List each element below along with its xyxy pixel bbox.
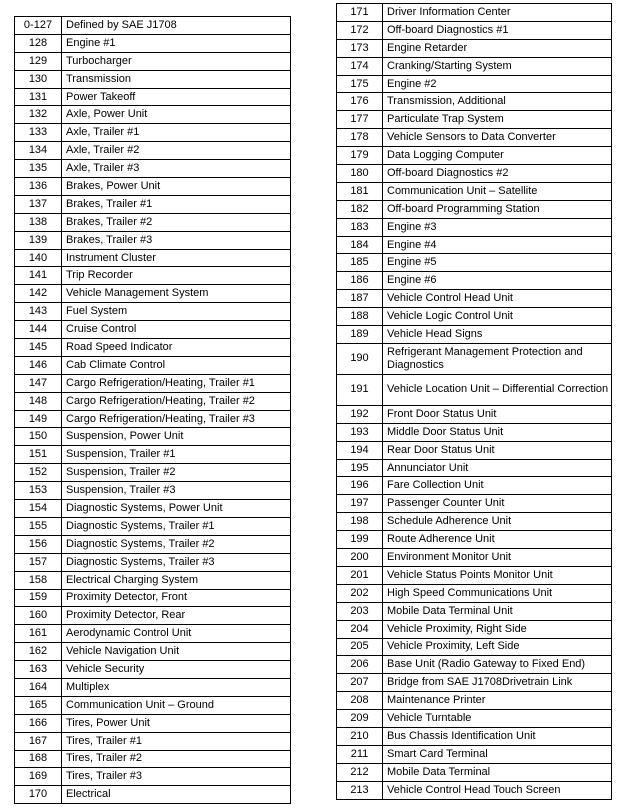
table-row bbox=[15, 786, 291, 804]
table-row bbox=[15, 178, 291, 196]
code-cell: 177 bbox=[337, 111, 383, 129]
code-cell: 155 bbox=[15, 517, 62, 535]
code-cell: 180 bbox=[337, 165, 383, 183]
description-cell: Data Logging Computer bbox=[383, 147, 612, 165]
table-row bbox=[15, 356, 291, 374]
description-cell: Vehicle Security bbox=[62, 661, 291, 679]
description-cell: Driver Information Center bbox=[383, 4, 612, 22]
code-cell: 135 bbox=[15, 160, 62, 178]
code-cell: 176 bbox=[337, 93, 383, 111]
table-row bbox=[337, 531, 612, 549]
code-cell: 184 bbox=[337, 236, 383, 254]
code-cell: 163 bbox=[15, 661, 62, 679]
code-cell: 207 bbox=[337, 674, 383, 692]
description-cell: Engine #2 bbox=[383, 75, 612, 93]
code-cell: 136 bbox=[15, 178, 62, 196]
description-cell: Smart Card Terminal bbox=[383, 745, 612, 763]
description-cell: Communication Unit – Ground bbox=[62, 696, 291, 714]
description-cell: Road Speed Indicator bbox=[62, 339, 291, 357]
table-row bbox=[337, 272, 612, 290]
code-cell: 179 bbox=[337, 147, 383, 165]
description-cell: Engine #3 bbox=[383, 218, 612, 236]
table-row bbox=[337, 495, 612, 513]
code-cell: 157 bbox=[15, 553, 62, 571]
code-cell: 185 bbox=[337, 254, 383, 272]
table-row bbox=[337, 39, 612, 57]
table-row bbox=[337, 326, 612, 344]
table-row bbox=[337, 745, 612, 763]
code-cell: 145 bbox=[15, 339, 62, 357]
table-row bbox=[15, 303, 291, 321]
code-cell: 152 bbox=[15, 464, 62, 482]
description-cell: Vehicle Logic Control Unit bbox=[383, 308, 612, 326]
description-cell: Cargo Refrigeration/Heating, Trailer #3 bbox=[62, 410, 291, 428]
table-row bbox=[337, 710, 612, 728]
code-cell: 162 bbox=[15, 643, 62, 661]
code-cell: 147 bbox=[15, 374, 62, 392]
description-cell: Off-board Diagnostics #1 bbox=[383, 21, 612, 39]
description-cell: Cab Climate Control bbox=[62, 356, 291, 374]
code-cell: 181 bbox=[337, 182, 383, 200]
table-row bbox=[15, 464, 291, 482]
description-cell: Route Adherence Unit bbox=[383, 531, 612, 549]
code-cell: 161 bbox=[15, 625, 62, 643]
description-cell: Refrigerant Management Protection and Diagnostics bbox=[383, 343, 612, 374]
description-cell: Axle, Power Unit bbox=[62, 106, 291, 124]
description-cell: Passenger Counter Unit bbox=[383, 495, 612, 513]
description-cell: Cargo Refrigeration/Heating, Trailer #2 bbox=[62, 392, 291, 410]
description-cell: Environment Monitor Unit bbox=[383, 549, 612, 567]
table-row bbox=[15, 195, 291, 213]
code-cell: 203 bbox=[337, 602, 383, 620]
code-cell: 193 bbox=[337, 423, 383, 441]
code-cell: 190 bbox=[337, 343, 383, 374]
table-row bbox=[15, 106, 291, 124]
description-cell: Electrical Charging System bbox=[62, 571, 291, 589]
table-row bbox=[337, 236, 612, 254]
description-cell: Mobile Data Terminal Unit bbox=[383, 602, 612, 620]
table-row bbox=[15, 714, 291, 732]
description-cell: Mobile Data Terminal bbox=[383, 763, 612, 781]
table-row bbox=[337, 218, 612, 236]
code-cell: 201 bbox=[337, 566, 383, 584]
table-row bbox=[337, 4, 612, 22]
left-table-body bbox=[15, 17, 291, 804]
description-cell: Suspension, Trailer #3 bbox=[62, 482, 291, 500]
code-cell: 169 bbox=[15, 768, 62, 786]
description-cell: Vehicle Sensors to Data Converter bbox=[383, 129, 612, 147]
description-cell: Aerodynamic Control Unit bbox=[62, 625, 291, 643]
description-cell: Rear Door Status Unit bbox=[383, 441, 612, 459]
table-row bbox=[337, 57, 612, 75]
table-row bbox=[15, 374, 291, 392]
code-cell: 0-127 bbox=[15, 17, 62, 35]
code-cell: 132 bbox=[15, 106, 62, 124]
table-row bbox=[337, 405, 612, 423]
table-row bbox=[15, 231, 291, 249]
code-cell: 205 bbox=[337, 638, 383, 656]
code-cell: 194 bbox=[337, 441, 383, 459]
description-cell: Cruise Control bbox=[62, 321, 291, 339]
table-row bbox=[15, 589, 291, 607]
description-cell: Brakes, Power Unit bbox=[62, 178, 291, 196]
table-row bbox=[337, 602, 612, 620]
table-row bbox=[15, 17, 291, 35]
description-cell: Front Door Status Unit bbox=[383, 405, 612, 423]
table-row bbox=[337, 93, 612, 111]
table-row bbox=[337, 200, 612, 218]
right-table bbox=[336, 3, 612, 800]
code-cell: 183 bbox=[337, 218, 383, 236]
code-cell: 159 bbox=[15, 589, 62, 607]
description-cell: Power Takeoff bbox=[62, 88, 291, 106]
code-cell: 192 bbox=[337, 405, 383, 423]
table-row bbox=[15, 392, 291, 410]
table-row bbox=[337, 692, 612, 710]
table-row bbox=[337, 727, 612, 745]
table-row bbox=[337, 343, 612, 374]
table-row bbox=[15, 249, 291, 267]
code-cell: 168 bbox=[15, 750, 62, 768]
code-cell: 173 bbox=[337, 39, 383, 57]
description-cell: Diagnostic Systems, Trailer #1 bbox=[62, 517, 291, 535]
code-cell: 153 bbox=[15, 482, 62, 500]
table-row bbox=[337, 374, 612, 405]
description-cell: Engine #5 bbox=[383, 254, 612, 272]
code-cell: 170 bbox=[15, 786, 62, 804]
table-row bbox=[15, 571, 291, 589]
table-row bbox=[15, 535, 291, 553]
table-row bbox=[15, 160, 291, 178]
table-row bbox=[337, 638, 612, 656]
code-cell: 128 bbox=[15, 34, 62, 52]
code-cell: 210 bbox=[337, 727, 383, 745]
description-cell: Schedule Adherence Unit bbox=[383, 513, 612, 531]
description-cell: Electrical bbox=[62, 786, 291, 804]
description-cell: Bus Chassis Identification Unit bbox=[383, 727, 612, 745]
code-cell: 175 bbox=[337, 75, 383, 93]
table-row bbox=[337, 781, 612, 799]
table-row bbox=[337, 441, 612, 459]
table-row bbox=[337, 21, 612, 39]
code-cell: 138 bbox=[15, 213, 62, 231]
code-cell: 165 bbox=[15, 696, 62, 714]
code-cell: 212 bbox=[337, 763, 383, 781]
code-cell: 134 bbox=[15, 142, 62, 160]
code-cell: 141 bbox=[15, 267, 62, 285]
description-cell: Off-board Diagnostics #2 bbox=[383, 165, 612, 183]
table-row bbox=[15, 732, 291, 750]
description-cell: Engine Retarder bbox=[383, 39, 612, 57]
description-cell: Axle, Trailer #1 bbox=[62, 124, 291, 142]
table-row bbox=[15, 321, 291, 339]
table-row bbox=[15, 428, 291, 446]
table-row bbox=[337, 165, 612, 183]
description-cell: Communication Unit – Satellite bbox=[383, 182, 612, 200]
description-cell: Vehicle Head Signs bbox=[383, 326, 612, 344]
code-cell: 211 bbox=[337, 745, 383, 763]
code-cell: 208 bbox=[337, 692, 383, 710]
table-row bbox=[15, 517, 291, 535]
code-cell: 151 bbox=[15, 446, 62, 464]
table-row bbox=[15, 643, 291, 661]
description-cell: Axle, Trailer #2 bbox=[62, 142, 291, 160]
description-cell: Vehicle Status Points Monitor Unit bbox=[383, 566, 612, 584]
description-cell: Fare Collection Unit bbox=[383, 477, 612, 495]
code-cell: 189 bbox=[337, 326, 383, 344]
code-cell: 149 bbox=[15, 410, 62, 428]
description-cell: Brakes, Trailer #2 bbox=[62, 213, 291, 231]
code-cell: 143 bbox=[15, 303, 62, 321]
code-cell: 156 bbox=[15, 535, 62, 553]
description-cell: Suspension, Power Unit bbox=[62, 428, 291, 446]
description-cell: Maintenance Printer bbox=[383, 692, 612, 710]
table-row bbox=[337, 584, 612, 602]
code-cell: 188 bbox=[337, 308, 383, 326]
table-row bbox=[15, 52, 291, 70]
description-cell: Middle Door Status Unit bbox=[383, 423, 612, 441]
table-row bbox=[337, 763, 612, 781]
table-row bbox=[337, 423, 612, 441]
table-row bbox=[337, 290, 612, 308]
description-cell: Brakes, Trailer #3 bbox=[62, 231, 291, 249]
table-row bbox=[15, 124, 291, 142]
code-cell: 158 bbox=[15, 571, 62, 589]
code-cell: 191 bbox=[337, 374, 383, 405]
code-cell: 196 bbox=[337, 477, 383, 495]
description-cell: Proximity Detector, Front bbox=[62, 589, 291, 607]
description-cell: Vehicle Proximity, Left Side bbox=[383, 638, 612, 656]
description-cell: Engine #6 bbox=[383, 272, 612, 290]
description-cell: Transmission bbox=[62, 70, 291, 88]
code-cell: 167 bbox=[15, 732, 62, 750]
code-cell: 172 bbox=[337, 21, 383, 39]
table-row bbox=[337, 308, 612, 326]
table-row bbox=[337, 147, 612, 165]
description-cell: Tires, Trailer #2 bbox=[62, 750, 291, 768]
description-cell: Turbocharger bbox=[62, 52, 291, 70]
table-row bbox=[15, 500, 291, 518]
description-cell: Off-board Programming Station bbox=[383, 200, 612, 218]
description-cell: Suspension, Trailer #2 bbox=[62, 464, 291, 482]
table-row bbox=[15, 410, 291, 428]
description-cell: Vehicle Navigation Unit bbox=[62, 643, 291, 661]
code-cell: 202 bbox=[337, 584, 383, 602]
table-row bbox=[15, 142, 291, 160]
table-row bbox=[337, 111, 612, 129]
code-cell: 200 bbox=[337, 549, 383, 567]
table-row bbox=[15, 446, 291, 464]
code-cell: 166 bbox=[15, 714, 62, 732]
description-cell: Diagnostic Systems, Trailer #2 bbox=[62, 535, 291, 553]
code-cell: 139 bbox=[15, 231, 62, 249]
table-row bbox=[15, 70, 291, 88]
code-cell: 187 bbox=[337, 290, 383, 308]
table-row bbox=[337, 566, 612, 584]
code-cell: 154 bbox=[15, 500, 62, 518]
table-row bbox=[337, 75, 612, 93]
description-cell: Multiplex bbox=[62, 678, 291, 696]
description-cell: Engine #4 bbox=[383, 236, 612, 254]
code-cell: 182 bbox=[337, 200, 383, 218]
table-row bbox=[15, 661, 291, 679]
description-cell: Instrument Cluster bbox=[62, 249, 291, 267]
table-row bbox=[337, 182, 612, 200]
code-cell: 129 bbox=[15, 52, 62, 70]
code-cell: 197 bbox=[337, 495, 383, 513]
description-cell: Vehicle Control Head Touch Screen bbox=[383, 781, 612, 799]
description-cell: Bridge from SAE J1708Drivetrain Link bbox=[383, 674, 612, 692]
description-cell: High Speed Communications Unit bbox=[383, 584, 612, 602]
table-row bbox=[15, 285, 291, 303]
description-cell: Suspension, Trailer #1 bbox=[62, 446, 291, 464]
code-cell: 131 bbox=[15, 88, 62, 106]
description-cell: Defined by SAE J1708 bbox=[62, 17, 291, 35]
table-row bbox=[15, 34, 291, 52]
table-row bbox=[337, 549, 612, 567]
description-cell: Annunciator Unit bbox=[383, 459, 612, 477]
left-table bbox=[14, 16, 291, 804]
description-cell: Vehicle Turntable bbox=[383, 710, 612, 728]
table-row bbox=[337, 459, 612, 477]
table-row bbox=[15, 750, 291, 768]
code-cell: 186 bbox=[337, 272, 383, 290]
description-cell: Cranking/Starting System bbox=[383, 57, 612, 75]
description-cell: Trip Recorder bbox=[62, 267, 291, 285]
code-cell: 178 bbox=[337, 129, 383, 147]
code-cell: 204 bbox=[337, 620, 383, 638]
table-row bbox=[15, 88, 291, 106]
code-cell: 174 bbox=[337, 57, 383, 75]
table-row bbox=[337, 656, 612, 674]
table-row bbox=[337, 620, 612, 638]
table-row bbox=[337, 674, 612, 692]
description-cell: Particulate Trap System bbox=[383, 111, 612, 129]
description-cell: Vehicle Control Head Unit bbox=[383, 290, 612, 308]
description-cell: Diagnostic Systems, Power Unit bbox=[62, 500, 291, 518]
code-cell: 142 bbox=[15, 285, 62, 303]
code-cell: 146 bbox=[15, 356, 62, 374]
description-cell: Brakes, Trailer #1 bbox=[62, 195, 291, 213]
description-cell: Base Unit (Radio Gateway to Fixed End) bbox=[383, 656, 612, 674]
description-cell: Tires, Power Unit bbox=[62, 714, 291, 732]
description-cell: Transmission, Additional bbox=[383, 93, 612, 111]
description-cell: Cargo Refrigeration/Heating, Trailer #1 bbox=[62, 374, 291, 392]
code-cell: 195 bbox=[337, 459, 383, 477]
description-cell: Diagnostic Systems, Trailer #3 bbox=[62, 553, 291, 571]
code-cell: 160 bbox=[15, 607, 62, 625]
table-row bbox=[15, 625, 291, 643]
description-cell: Vehicle Proximity, Right Side bbox=[383, 620, 612, 638]
table-row bbox=[15, 678, 291, 696]
table-row bbox=[337, 254, 612, 272]
table-row bbox=[337, 129, 612, 147]
description-cell: Tires, Trailer #1 bbox=[62, 732, 291, 750]
code-cell: 137 bbox=[15, 195, 62, 213]
description-cell: Fuel System bbox=[62, 303, 291, 321]
table-row bbox=[337, 477, 612, 495]
description-cell: Vehicle Location Unit – Differential Correction bbox=[383, 374, 612, 405]
table-row bbox=[15, 696, 291, 714]
code-cell: 164 bbox=[15, 678, 62, 696]
table-row bbox=[15, 768, 291, 786]
code-cell: 199 bbox=[337, 531, 383, 549]
code-cell: 140 bbox=[15, 249, 62, 267]
code-cell: 198 bbox=[337, 513, 383, 531]
description-cell: Tires, Trailer #3 bbox=[62, 768, 291, 786]
code-cell: 148 bbox=[15, 392, 62, 410]
description-cell: Proximity Detector, Rear bbox=[62, 607, 291, 625]
code-cell: 209 bbox=[337, 710, 383, 728]
table-row bbox=[15, 213, 291, 231]
code-cell: 213 bbox=[337, 781, 383, 799]
table-row bbox=[15, 553, 291, 571]
code-cell: 130 bbox=[15, 70, 62, 88]
code-cell: 171 bbox=[337, 4, 383, 22]
code-cell: 206 bbox=[337, 656, 383, 674]
code-cell: 150 bbox=[15, 428, 62, 446]
description-cell: Vehicle Management System bbox=[62, 285, 291, 303]
table-row bbox=[15, 339, 291, 357]
code-cell: 144 bbox=[15, 321, 62, 339]
table-row bbox=[15, 482, 291, 500]
table-row bbox=[337, 513, 612, 531]
table-row bbox=[15, 267, 291, 285]
table-row bbox=[15, 607, 291, 625]
code-cell: 133 bbox=[15, 124, 62, 142]
right-table-body bbox=[337, 4, 612, 800]
description-cell: Engine #1 bbox=[62, 34, 291, 52]
description-cell: Axle, Trailer #3 bbox=[62, 160, 291, 178]
